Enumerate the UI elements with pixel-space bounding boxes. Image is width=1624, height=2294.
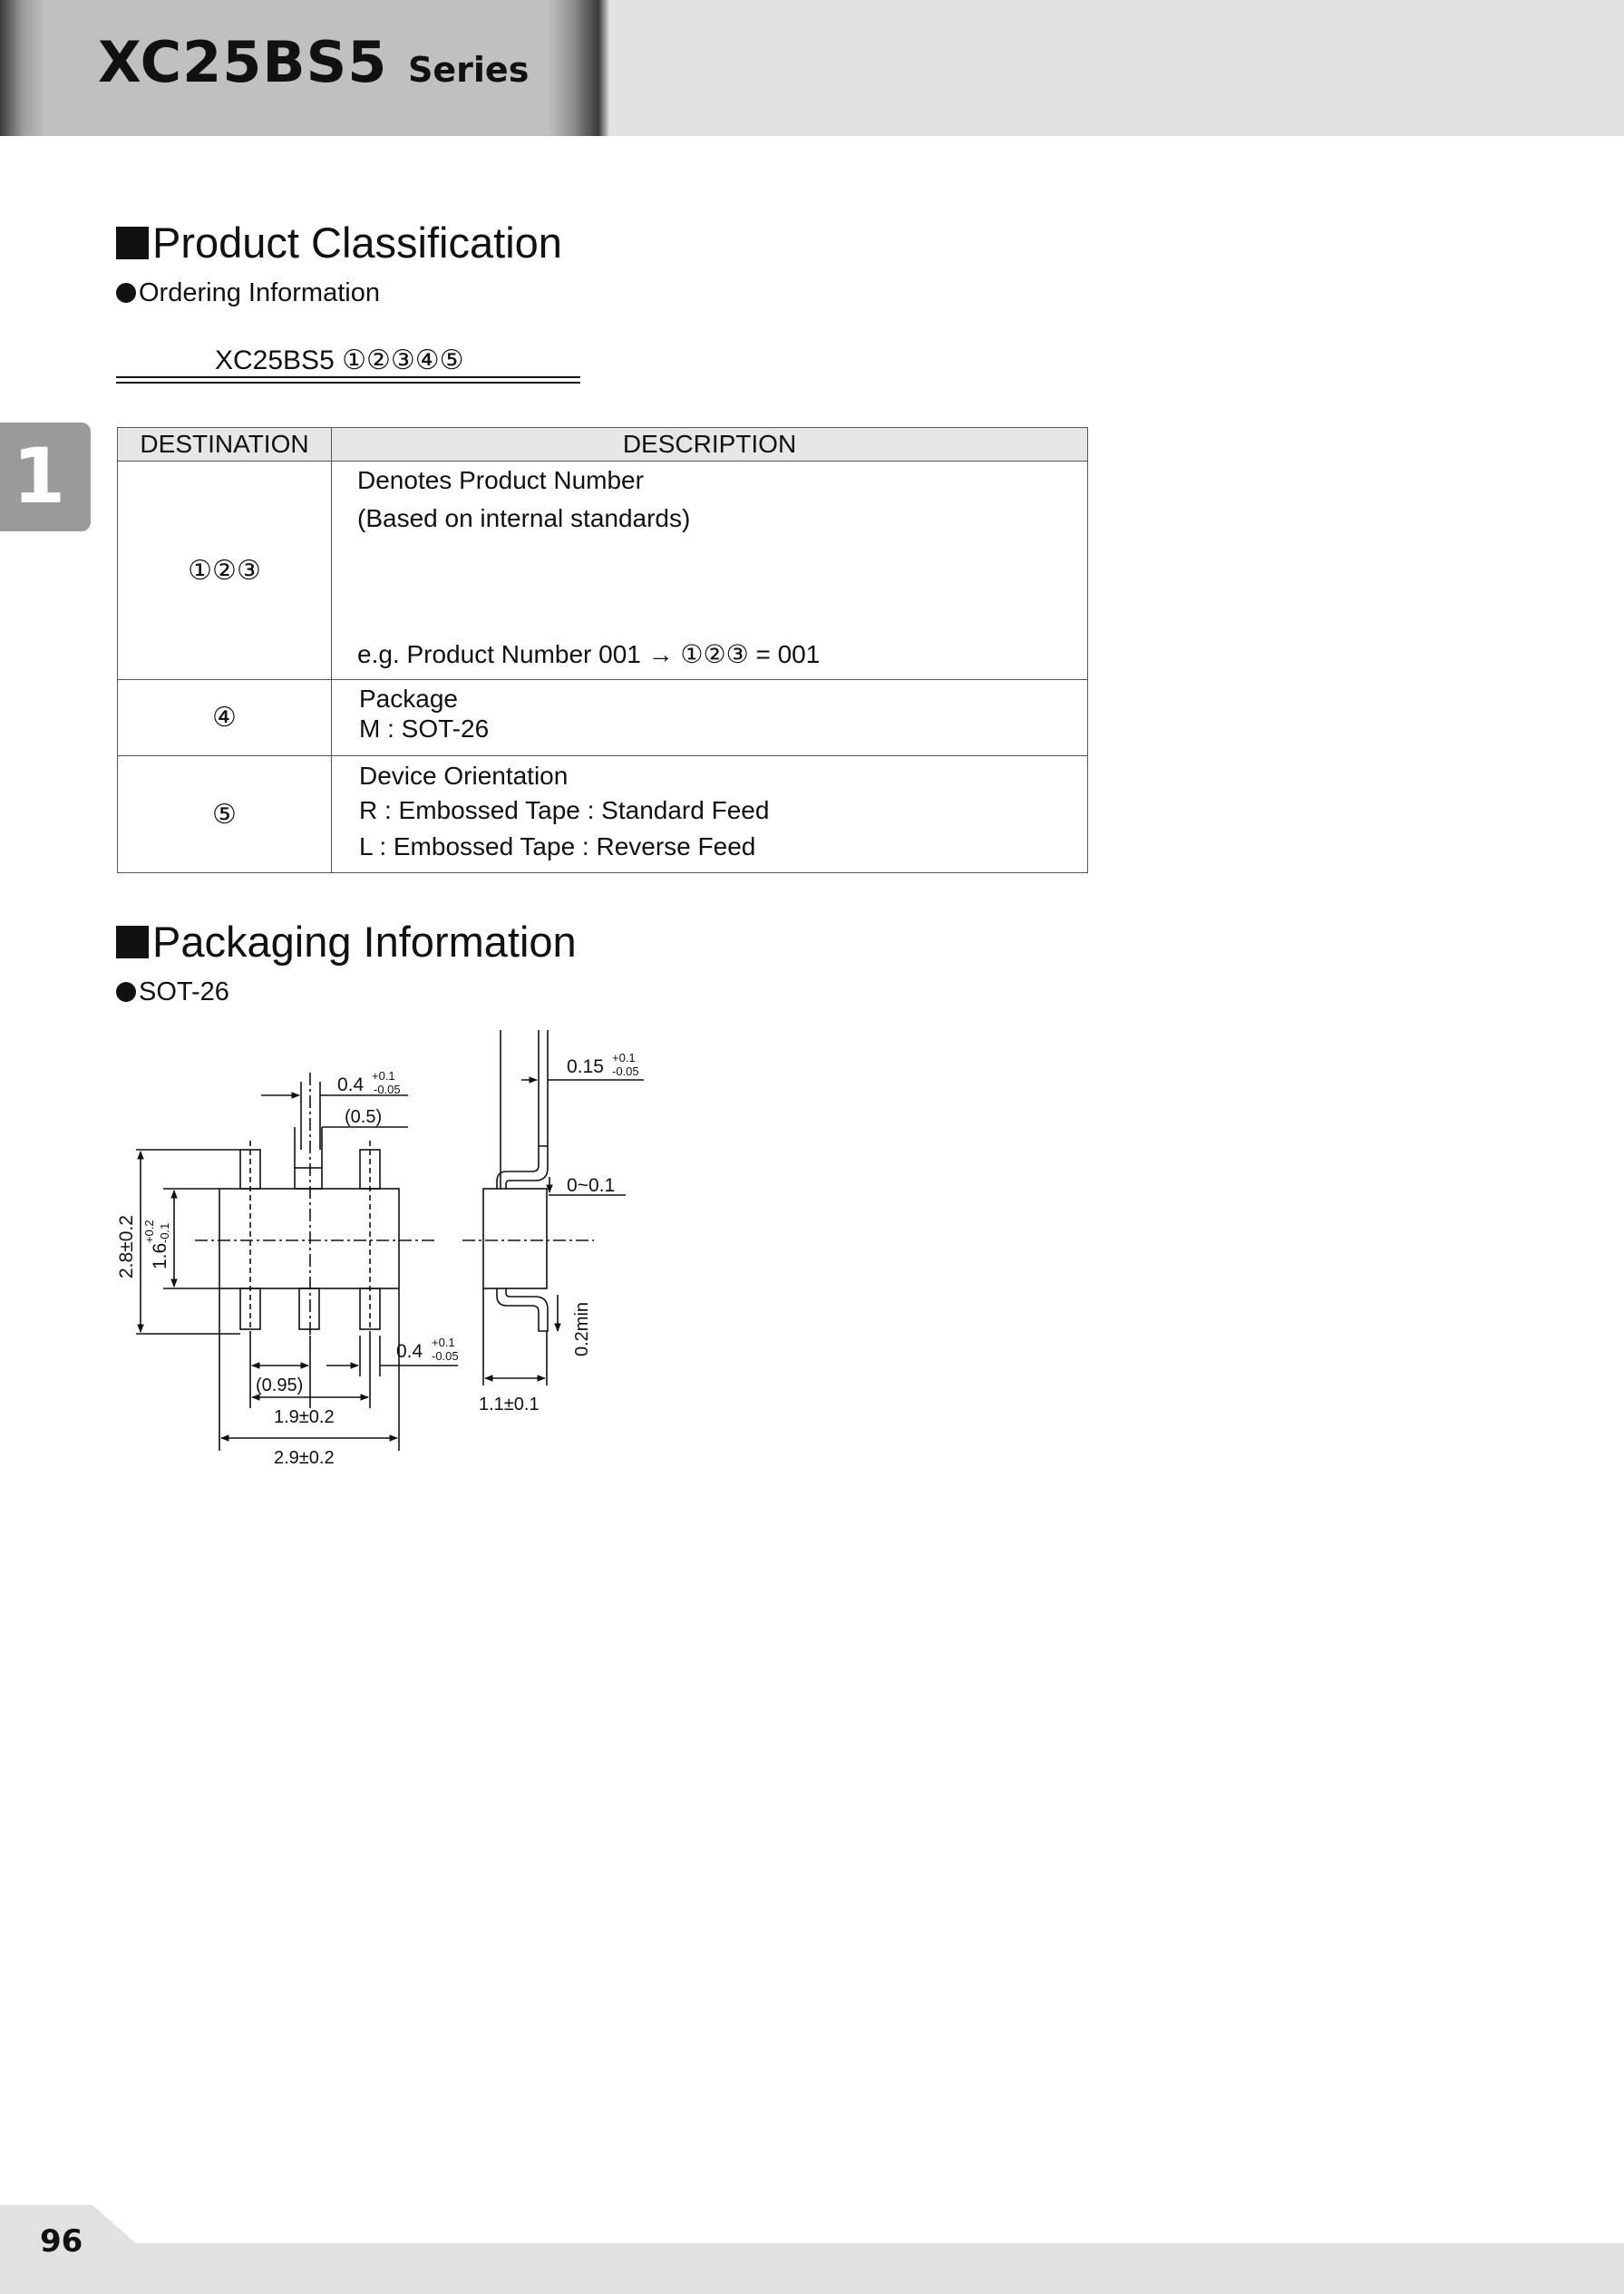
desc-cell bbox=[332, 756, 1088, 873]
packaging-title-text: Packaging Information bbox=[152, 918, 577, 966]
package-subtitle-text: SOT-26 bbox=[139, 977, 229, 1006]
desc-line: e.g. Product Number 001 → ①②③ = 001 bbox=[357, 640, 821, 668]
table-row bbox=[118, 680, 1088, 756]
package-body-top-view bbox=[219, 1189, 399, 1288]
dim-tol: -0.1 bbox=[158, 1222, 171, 1243]
desc-line bbox=[332, 538, 1087, 576]
dim-standoff: 0~0.1 bbox=[567, 1175, 616, 1196]
table-row bbox=[118, 756, 1088, 873]
desc-line: Denotes Product Number bbox=[357, 466, 644, 494]
desc-line: L : Embossed Tape : Reverse Feed bbox=[359, 832, 756, 860]
dim-lead-pitch-top: (0.5) bbox=[345, 1107, 383, 1127]
dim-pitch: (0.95) bbox=[256, 1375, 304, 1395]
part-number: XC25BS5 bbox=[98, 29, 388, 95]
dim-tol: +0.1 bbox=[372, 1069, 395, 1083]
dim-lead-width-bottom: 0.4 bbox=[396, 1341, 423, 1362]
chapter-number: 1 bbox=[12, 432, 66, 520]
header-description: DESCRIPTION bbox=[332, 428, 1088, 462]
classification-table bbox=[117, 427, 1088, 873]
section-title-classification bbox=[116, 218, 562, 267]
desc-cell bbox=[332, 462, 1088, 680]
dest-cell: ⑤ bbox=[118, 756, 332, 873]
table-header-row bbox=[118, 428, 1088, 462]
dim-pitch-total: 1.9±0.2 bbox=[274, 1407, 335, 1427]
lead bbox=[295, 1168, 322, 1189]
footer-band bbox=[0, 2243, 1624, 2294]
lead-side bbox=[497, 1146, 548, 1189]
dim-overall-height: 2.8±0.2 bbox=[116, 1215, 137, 1278]
desc-line: M : SOT-26 bbox=[359, 714, 490, 743]
ordering-subtitle-text: Ordering Information bbox=[139, 278, 380, 307]
underline-1 bbox=[116, 376, 580, 378]
dim-body-height: 1.6 bbox=[150, 1242, 170, 1269]
dim-tol: -0.05 bbox=[432, 1349, 459, 1363]
underline-2 bbox=[116, 382, 580, 384]
classification-title-text: Product Classification bbox=[152, 219, 562, 267]
circle-bullet-icon bbox=[116, 982, 136, 1002]
document-title bbox=[98, 29, 529, 95]
series-label: Series bbox=[408, 50, 530, 90]
page-number: 96 bbox=[40, 2223, 83, 2260]
desc-line: (Based on internal standards) bbox=[357, 504, 691, 532]
dim-tol: -0.05 bbox=[612, 1064, 639, 1078]
dim-lead-min: 0.2min bbox=[572, 1301, 592, 1356]
dim-body-width: 2.9±0.2 bbox=[274, 1448, 335, 1468]
lead-side bbox=[497, 1288, 548, 1331]
desc-line bbox=[332, 576, 1087, 636]
subtitle-ordering bbox=[116, 278, 380, 308]
square-bullet-icon bbox=[116, 227, 149, 259]
table-row bbox=[118, 462, 1088, 680]
dim-body-thickness: 1.1±0.1 bbox=[479, 1395, 540, 1414]
desc-line: Device Orientation bbox=[359, 762, 569, 790]
dest-cell: ④ bbox=[118, 680, 332, 756]
order-code: XC25BS5 ①②③④⑤ bbox=[215, 345, 464, 375]
sot26-package-drawing bbox=[100, 1023, 662, 1476]
lead bbox=[299, 1288, 319, 1329]
desc-cell bbox=[332, 680, 1088, 756]
dest-cell: ①②③ bbox=[118, 462, 332, 680]
dim-tol: +0.1 bbox=[612, 1051, 636, 1064]
dim-tol: +0.2 bbox=[142, 1220, 156, 1243]
desc-line: Package bbox=[359, 685, 458, 713]
section-title-packaging bbox=[116, 917, 577, 967]
dim-lead-width: 0.4 bbox=[337, 1074, 365, 1095]
dim-tol: +0.1 bbox=[432, 1336, 455, 1349]
package-body-side-view bbox=[483, 1189, 547, 1288]
desc-line: R : Embossed Tape : Standard Feed bbox=[359, 796, 770, 824]
subtitle-package bbox=[116, 977, 229, 1007]
dim-lead-thickness: 0.15 bbox=[567, 1056, 604, 1077]
chapter-tab bbox=[0, 423, 91, 531]
circle-bullet-icon bbox=[116, 283, 136, 303]
dim-tol: -0.05 bbox=[374, 1083, 401, 1096]
header-destination: DESTINATION bbox=[118, 428, 332, 462]
square-bullet-icon bbox=[116, 926, 149, 958]
